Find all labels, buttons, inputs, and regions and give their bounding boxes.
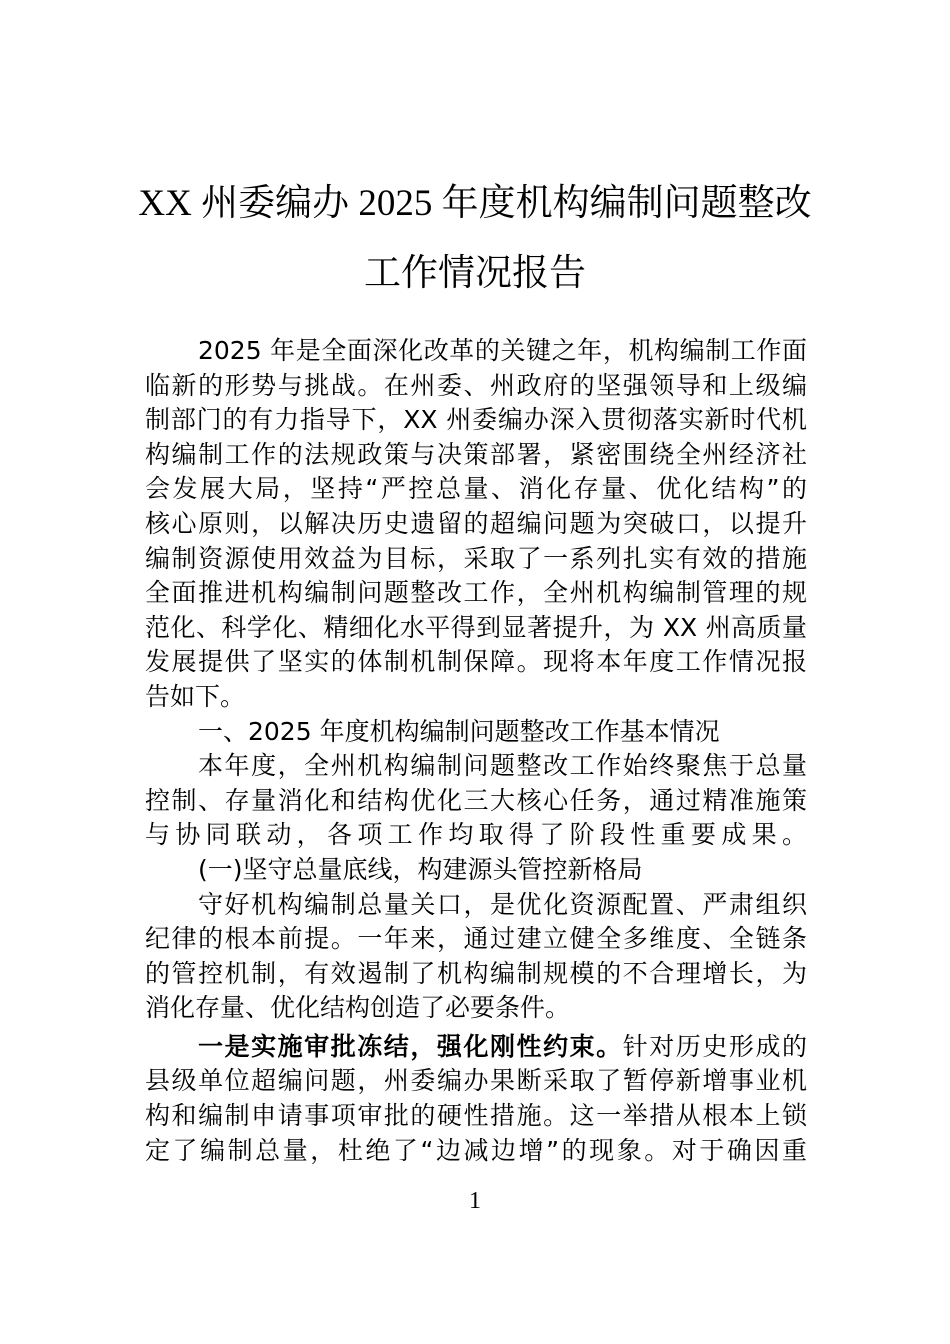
- text-line: 制部门的有力指导下，XX 州委编办深入贯彻落实新时代机: [145, 405, 807, 435]
- text-line: 范化、科学化、精细化水平得到显著提升，为 XX 州高质量: [145, 612, 807, 642]
- paragraph: [145, 1030, 807, 1168]
- text-line: 临新的形势与挑战。在州委、州政府的坚强领导和上级编: [145, 370, 807, 400]
- text-line: (一)坚守总量底线，构建源头管控新格局: [198, 854, 643, 884]
- text-line: 发展提供了坚实的体制机制保障。现将本年度工作情况报: [145, 647, 807, 677]
- page-number: 1: [469, 1188, 481, 1214]
- text-line: 核心原则，以解决历史遗留的超编问题为突破口，以提升: [145, 508, 807, 538]
- text-line: 构编制工作的法规政策与决策部署，紧密围绕全州经济社: [145, 439, 807, 469]
- paragraph: [145, 888, 807, 1026]
- text-line: 守好机构编制总量关口，是优化资源配置、严肃组织: [198, 889, 807, 919]
- text-line: 编制资源使用效益为目标，采取了一系列扎实有效的措施: [145, 543, 807, 573]
- text-line: 全面推进机构编制问题整改工作，全州机构编制管理的规: [145, 578, 807, 608]
- paragraph: [145, 715, 807, 750]
- document-title-line-2: 工作情况报告: [364, 253, 586, 294]
- text-line: 的管控机制，有效遏制了机构编制规模的不合理增长，为: [145, 958, 807, 988]
- text-line: 告如下。: [145, 681, 246, 711]
- document-body: [145, 334, 807, 1168]
- text-line: 会发展大局，坚持“严控总量、消化存量、优化结构”的: [145, 474, 807, 504]
- text-line: 一、2025 年度机构编制问题整改工作基本情况: [198, 716, 720, 746]
- text-line: 县级单位超编问题，州委编办果断采取了暂停新增事业机: [145, 1066, 807, 1096]
- paragraph: [145, 334, 807, 715]
- text-line: 本年度，全州机构编制问题整改工作始终聚焦于总量: [198, 751, 807, 781]
- text-line: 与协同联动，各项工作均取得了阶段性重要成果。: [145, 820, 807, 850]
- text-line: 定了编制总量，杜绝了“边减边增”的现象。对于确因重: [145, 1135, 807, 1165]
- text-line: 纪律的根本前提。一年来，通过建立健全多维度、全链条: [145, 924, 807, 954]
- paragraph: [145, 853, 807, 888]
- text-line: 2025 年是全面深化改革的关键之年，机构编制工作面: [198, 336, 807, 365]
- text-run: 针对历史形成的: [622, 1031, 807, 1061]
- text-line: 控制、存量消化和结构优化三大核心任务，通过精准施策: [145, 785, 807, 815]
- document-title-line-1: XX 州委编办 2025 年度机构编制问题整改: [138, 183, 812, 224]
- text-line: 消化存量、优化结构创造了必要条件。: [145, 993, 571, 1023]
- text-line: 构和编制申请事项审批的硬性措施。这一举措从根本上锁: [145, 1101, 807, 1131]
- bold-heading: 一是实施审批冻结，强化刚性约束。: [198, 1031, 623, 1061]
- text-line: [145, 1030, 807, 1065]
- paragraph: [145, 749, 807, 853]
